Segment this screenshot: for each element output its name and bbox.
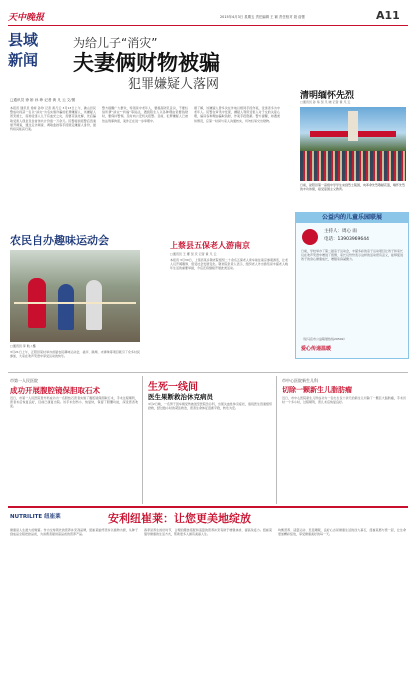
nutrilite-brand: NUTRILITE 纽崔莱 bbox=[10, 514, 61, 520]
lead-column-3 bbox=[194, 106, 280, 212]
hospital-kicker: 市第一人民医院 bbox=[10, 378, 38, 383]
section-label-line1: 县域 bbox=[8, 31, 39, 49]
sports-body: 3月21日上午，正阳县某村举办首届农民趣味运动会，拔河、跳绳、夹弹珠等项目吸引了众多村民参加，大家在欢声笑语中享受运动的快乐。 bbox=[10, 350, 140, 359]
ad-tel-label: 电话： bbox=[324, 237, 338, 242]
nutrilite-column-1: 健康是人生最大的财富。作为全球领先的营养补充剂品牌，纽崔莱始终坚持以植物为源，从种子到成品全程把控品质，为消费者提供高品质的营养产品。 bbox=[10, 528, 138, 537]
photo-person-white bbox=[86, 280, 102, 330]
lead-byline: □通讯员 徐 娇 孙 珍 记者 黄 凡 云 文/图 bbox=[10, 98, 76, 102]
memorial-crowd bbox=[300, 151, 406, 181]
newborn-body: 近日，市中心医院新生儿科成功为一名出生仅十余天的新生儿切除了一颗巨大脂肪瘤，手术历时一个多小时，过程顺利，患儿术后恢复良好。 bbox=[282, 396, 406, 405]
lead-column-3-text: 据了解，该嫌疑人曾多次在外地以相同手段作案，受害者多为中老年人。民警在审讯中发现，嫌疑人利用受害人对子女的关爱心理，编造各种理由骗取钱财，作案手段隐蔽。警方提醒，如遇类似情况，应第一时间与家人沟通核实，切勿轻易交出财物。 bbox=[194, 106, 280, 123]
lead-headline: 夫妻俩财物被骗 bbox=[73, 51, 220, 75]
ad-body: 日前，学校举办了第二届亲子运动会，丰富多彩的亲子运动项目让孩子和家长们在欢声笑语中增进了感情，家长们纷纷表示这样的活动很有意义，能够促进孩子的身心健康成长，增强家庭凝聚力。 bbox=[301, 249, 403, 262]
ad-box bbox=[295, 212, 409, 359]
lead-kicker: 为给儿子“消灾” bbox=[73, 36, 158, 50]
masthead bbox=[8, 10, 408, 24]
page-number: A11 bbox=[376, 9, 400, 22]
ad-slogan: 爱心传递温暖 bbox=[301, 346, 332, 352]
tug-of-war-photo bbox=[10, 250, 140, 342]
newborn-headline: 切除一颗新生儿脂肪瘤 bbox=[282, 386, 352, 394]
ad-logo-icon bbox=[302, 229, 318, 245]
memorial-monument bbox=[348, 111, 358, 141]
ad-host-label: 主持人： bbox=[324, 229, 342, 234]
ad-source: （驻马店市公益联展热线29509） bbox=[301, 337, 347, 341]
section-label-line2: 新闻 bbox=[8, 51, 39, 69]
sports-caption: □通讯员 李 航 / 摄 bbox=[10, 344, 36, 348]
nutrilite-column-3: 均衡营养、适量运动、充足睡眠、良好心态是健康生活的四大基石，纽崔莱愿与您一起，让生命更加精彩绽放，享受健康美好的每一天。 bbox=[278, 528, 406, 537]
ad-host-name: 周心 雨 bbox=[342, 229, 357, 234]
divider-bottom-2 bbox=[276, 376, 277, 504]
photo-story-caption: 日前，泌阳县第一高级中学学生来到烈士陵园，向革命先烈敬献花篮，缅怀先烈的丰功伟绩，接受爱国主义教育。 bbox=[300, 183, 406, 191]
header-rule bbox=[8, 25, 408, 26]
rescue-subhead: 医生果断救治休克病员 bbox=[148, 393, 213, 401]
ad-tel-number: 13903969644 bbox=[337, 237, 369, 242]
divider-bottom-1 bbox=[142, 376, 143, 504]
ad-title: 公益内的儿童乐园联展 bbox=[296, 213, 408, 223]
ad-tel bbox=[324, 236, 369, 242]
lead-column-1-text: 本报讯 通讯员 徐娇 孙珍 记者 黄凡云 3月13日上午，确山县民警成功抓获一名以“消灾”为名实施诈骗的犯罪嫌疑人，该嫌疑人冒充道士，谎称受害人儿子有血光之灾，需要花钱化解，先后骗取受害人现金及金首饰共计价值一万余元。民警接到报警后迅速展开调查，通过走访调查、调取监控等手段锁定嫌疑人身份，最终将其抓获归案。 bbox=[10, 106, 96, 132]
photo-story-byline: □通讯员 孙 易 吴 凡 晓 记者 黄 凡 云 bbox=[300, 100, 351, 104]
nutrilite-column-2: 春季是养生的好时节，合理的膳食搭配和适量的营养补充有助于增强体质、提高免疫力。纽崔莱倡导健康的生活方式，帮助更多人拥有美丽人生。 bbox=[144, 528, 272, 537]
nutrilite-box bbox=[8, 506, 408, 674]
rescue-body: 3月2日晚，一名男子因车祸受伤被送至医院急诊科，出现失血性休克症状，值班医生迅速组织抢救，经过数小时的紧张救治，患者生命体征逐渐平稳，转危为安。 bbox=[148, 402, 272, 411]
hospital-body: 近日，市第一人民医院普外科成功为一名胆结石患者实施了腹腔镜保胆取石术，手术过程顺利，患者术后恢复良好，目前已康复出院。该手术创伤小、恢复快，保留了胆囊功能，深受患者欢迎。 bbox=[10, 396, 138, 409]
newspaper-logo: 天中晚报 bbox=[8, 13, 45, 23]
lead-subhead: 犯罪嫌疑人落网 bbox=[128, 77, 220, 92]
trip-byline: □通讯员 王 娜 吴 庆 记者 黄 凡 云 bbox=[170, 252, 217, 256]
date-line: 2015年4月3日 星期五 责任编辑 王 颖 责任校对 聂 蓓蕾 bbox=[220, 15, 305, 19]
photo-person-blue bbox=[58, 284, 74, 330]
lead-column-1 bbox=[10, 106, 96, 212]
memorial-photo bbox=[300, 107, 406, 181]
nutrilite-headline: 安利纽崔莱：让您更美地绽放 bbox=[108, 512, 251, 525]
sports-headline: 农民自办趣味运动会 bbox=[10, 234, 109, 247]
lead-column-2-text: 警方提醒广大群众，特别是中老年人，要提高防范意识，不要轻信所谓“消灾”“祈福”等说法，遇到陌生人以各种理由索要钱财时，要保持警惕，及时向公安机关报警。目前，犯罪嫌疑人已被依法刑事拘留，案件正在进一步审理中。 bbox=[102, 106, 188, 123]
photo-rope bbox=[14, 302, 136, 304]
divider-mid bbox=[8, 372, 408, 373]
ad-host bbox=[324, 228, 357, 234]
lead-column-2 bbox=[102, 106, 188, 212]
photo-story-headline: 清明缅怀先烈 bbox=[300, 91, 355, 101]
hospital-headline: 成功开展腹腔镜保胆取石术 bbox=[10, 386, 100, 395]
section-label bbox=[8, 30, 54, 86]
newborn-kicker: 市中心医院新生儿科 bbox=[282, 378, 318, 383]
trip-body: 本报讯 3月30日，上蔡县某乡敬老院组织二十余名五保老人乘车前往南京参观游览，让老人们开阔眼界、感受社会发展变化。敬老院负责人表示，组织老人外出游览是丰富老人晚年生活的重要举措，今后还将继续开展此类活动。 bbox=[170, 258, 288, 271]
rescue-headline: 生死一线间 bbox=[148, 382, 198, 393]
trip-headline: 上蔡县五保老人游南京 bbox=[170, 241, 250, 250]
